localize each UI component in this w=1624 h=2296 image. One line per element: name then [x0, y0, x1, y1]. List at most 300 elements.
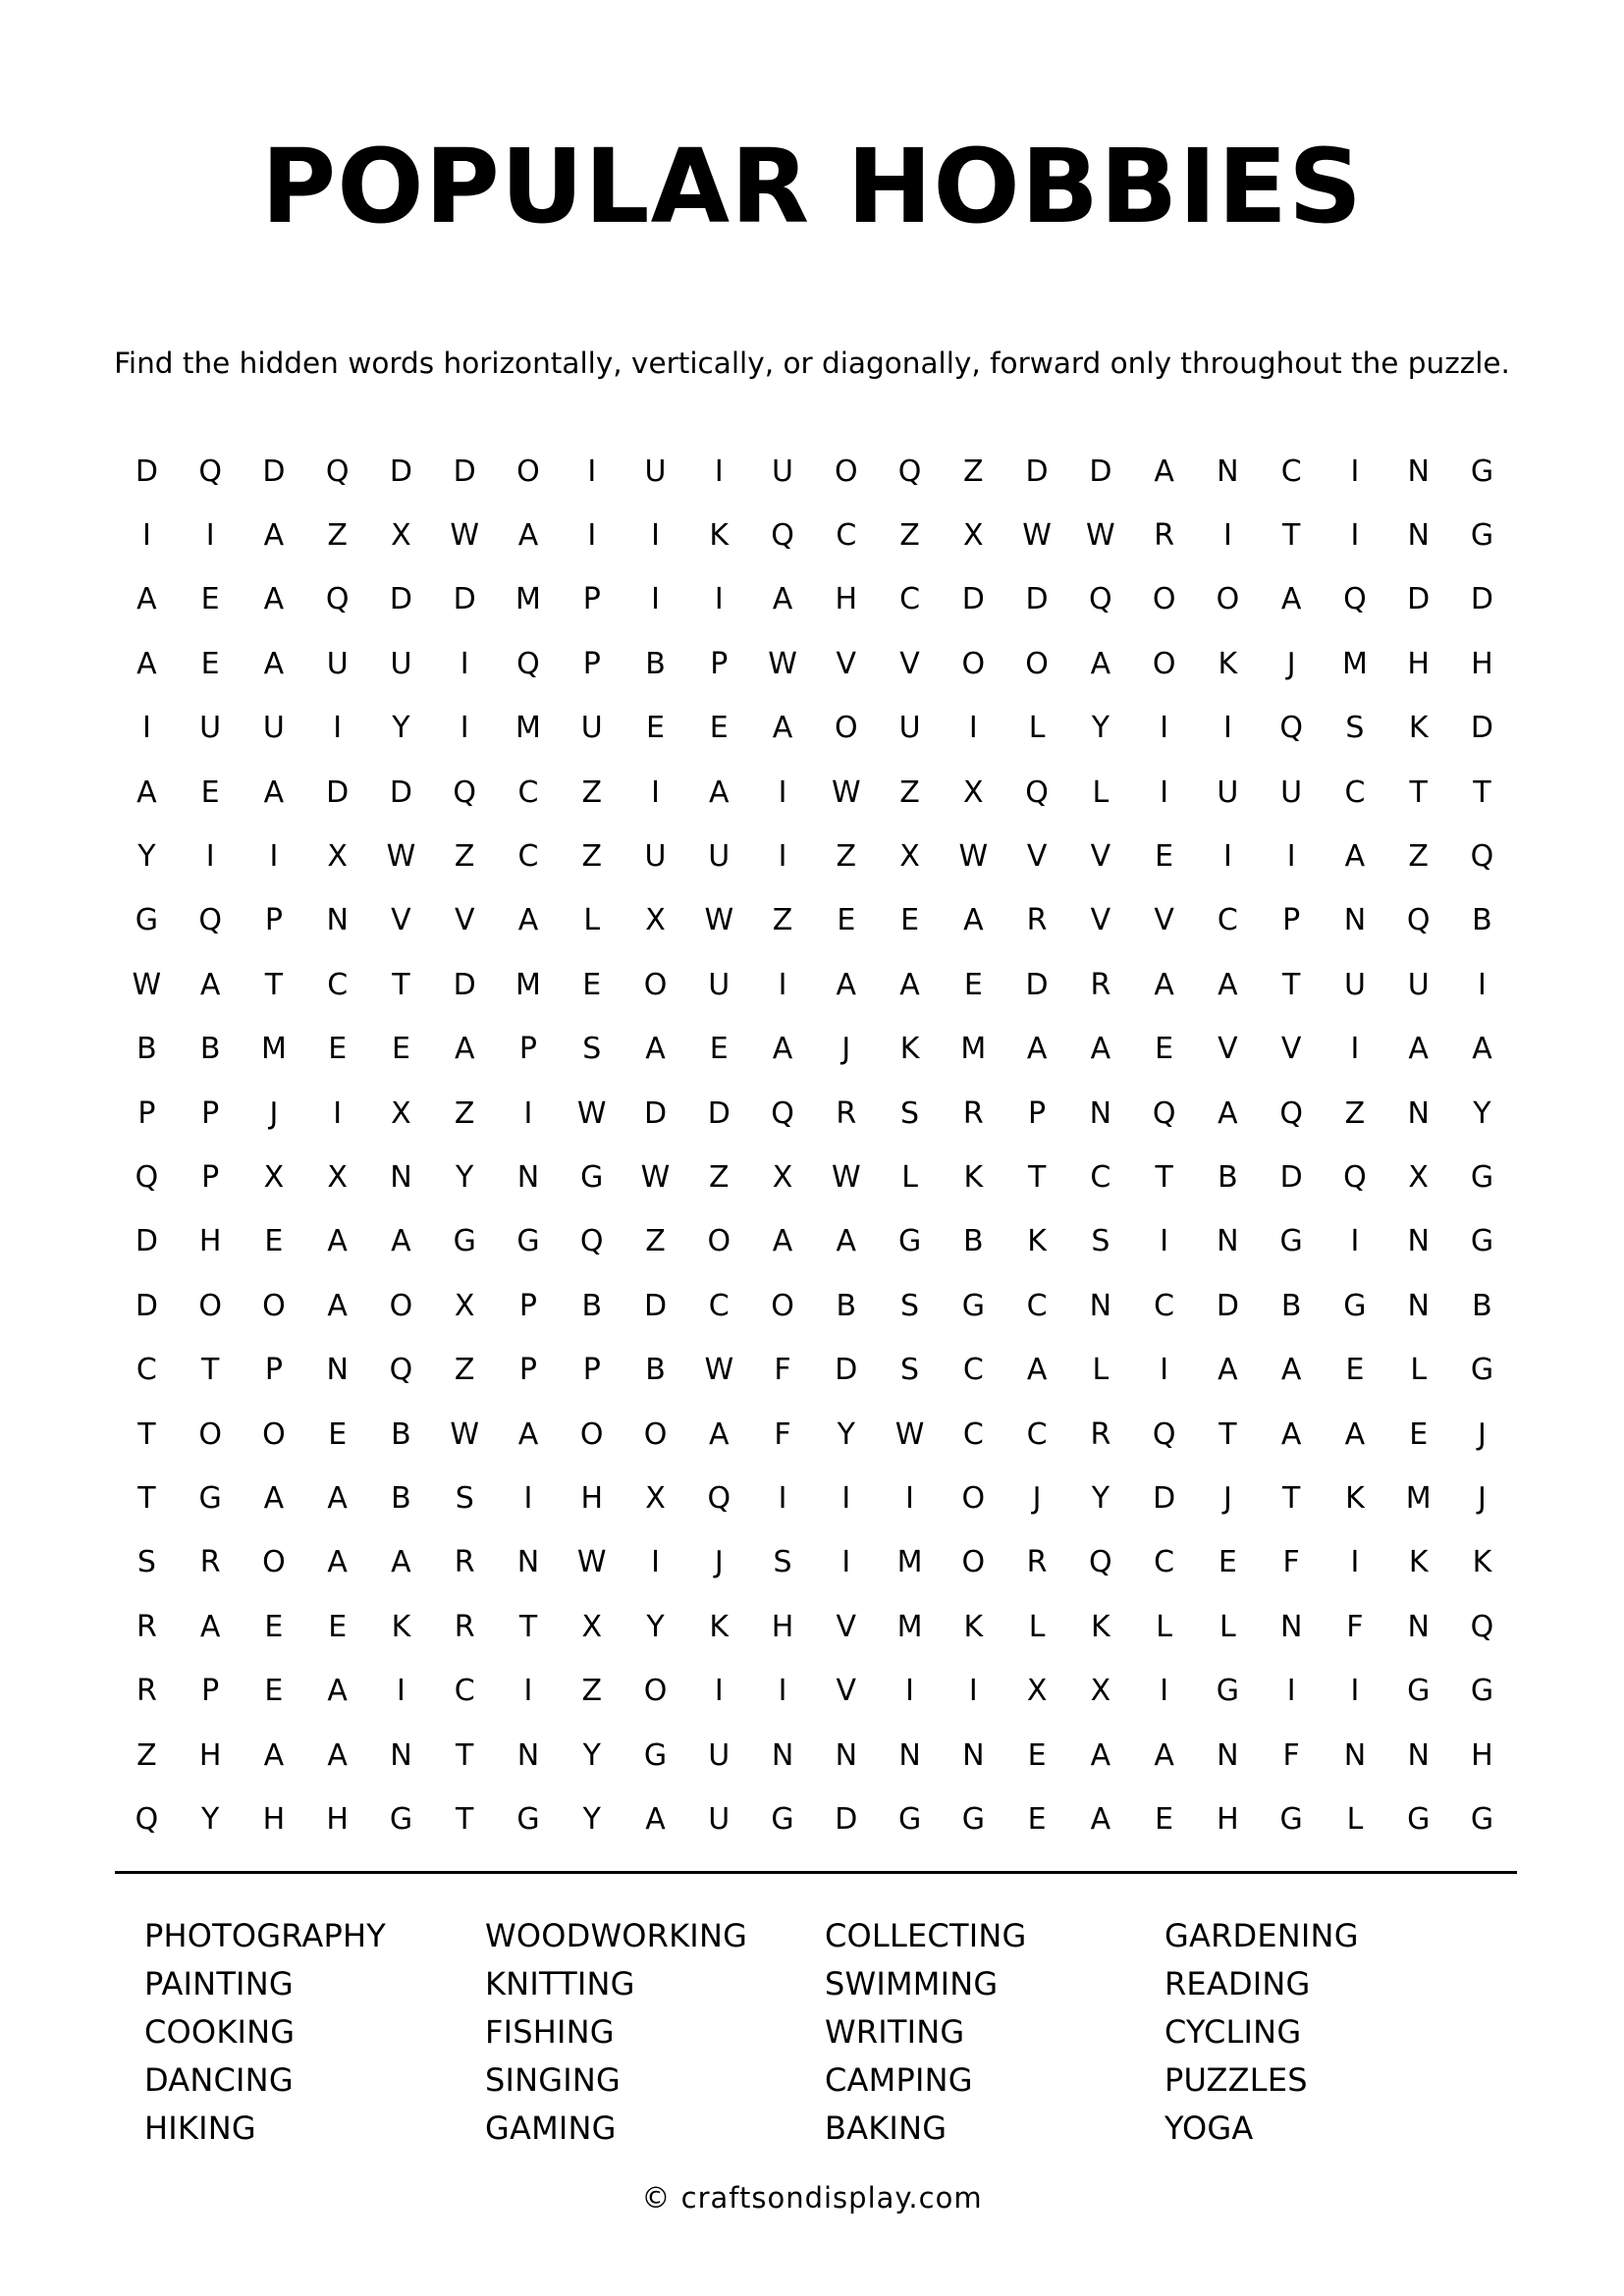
grid-letter[interactable]: A: [836, 967, 857, 1002]
grid-letter[interactable]: N: [835, 1737, 858, 1773]
grid-letter[interactable]: G: [1279, 1801, 1303, 1837]
grid-letter[interactable]: A: [454, 1032, 475, 1067]
grid-letter[interactable]: X: [454, 1288, 475, 1323]
grid-letter[interactable]: Z: [581, 774, 603, 810]
grid-letter[interactable]: K: [899, 1032, 920, 1067]
grid-letter[interactable]: R: [1154, 518, 1175, 554]
grid-letter[interactable]: A: [1026, 1032, 1048, 1067]
grid-letter[interactable]: U: [580, 711, 603, 746]
grid-letter[interactable]: Q: [897, 454, 922, 489]
grid-letter[interactable]: O: [834, 454, 858, 489]
grid-letter[interactable]: T: [1473, 774, 1491, 810]
grid-letter[interactable]: P: [582, 582, 601, 617]
grid-letter[interactable]: L: [1092, 1353, 1110, 1388]
grid-letter[interactable]: Y: [392, 711, 410, 746]
grid-letter[interactable]: D: [262, 454, 286, 489]
grid-letter[interactable]: J: [1032, 1480, 1042, 1516]
grid-letter[interactable]: K: [1091, 1609, 1110, 1644]
grid-letter[interactable]: D: [453, 582, 476, 617]
grid-letter[interactable]: R: [962, 1095, 984, 1131]
grid-letter[interactable]: J: [841, 1032, 851, 1067]
grid-letter[interactable]: Q: [1470, 1609, 1494, 1644]
grid-letter[interactable]: O: [579, 1416, 604, 1452]
grid-letter[interactable]: I: [1222, 839, 1232, 875]
grid-letter[interactable]: Q: [1152, 1095, 1176, 1131]
grid-letter[interactable]: I: [778, 774, 787, 810]
grid-letter[interactable]: A: [645, 1032, 666, 1067]
grid-letter[interactable]: G: [1470, 518, 1494, 554]
grid-letter[interactable]: D: [835, 1353, 858, 1388]
grid-letter[interactable]: H: [1471, 646, 1493, 681]
grid-letter[interactable]: U: [644, 454, 667, 489]
grid-letter[interactable]: D: [707, 1095, 731, 1131]
grid-letter[interactable]: A: [517, 1416, 539, 1452]
grid-letter[interactable]: N: [390, 1159, 412, 1195]
grid-letter[interactable]: I: [1222, 518, 1232, 554]
grid-letter[interactable]: O: [834, 711, 858, 746]
grid-letter[interactable]: K: [1027, 1224, 1047, 1259]
grid-letter[interactable]: D: [1407, 582, 1431, 617]
grid-letter[interactable]: S: [900, 1353, 920, 1388]
grid-letter[interactable]: Q: [135, 1801, 159, 1837]
grid-letter[interactable]: R: [1090, 967, 1111, 1002]
grid-letter[interactable]: R: [199, 1545, 221, 1580]
grid-letter[interactable]: A: [1218, 1095, 1238, 1131]
grid-letter[interactable]: N: [1217, 1737, 1239, 1773]
grid-letter[interactable]: E: [1155, 1801, 1174, 1837]
grid-letter[interactable]: T: [518, 1609, 538, 1644]
grid-letter[interactable]: W: [704, 1353, 734, 1388]
grid-letter[interactable]: A: [1090, 1032, 1111, 1067]
grid-letter[interactable]: C: [1280, 454, 1302, 489]
grid-letter[interactable]: W: [576, 1545, 607, 1580]
grid-letter[interactable]: R: [454, 1609, 475, 1644]
grid-letter[interactable]: U: [262, 711, 285, 746]
grid-letter[interactable]: N: [1407, 1095, 1430, 1131]
grid-letter[interactable]: G: [961, 1801, 985, 1837]
grid-letter[interactable]: M: [896, 1609, 923, 1644]
grid-letter[interactable]: Z: [836, 839, 857, 875]
grid-letter[interactable]: A: [263, 582, 285, 617]
grid-letter[interactable]: C: [1217, 903, 1238, 938]
grid-letter[interactable]: B: [391, 1480, 411, 1516]
grid-letter[interactable]: K: [1408, 1545, 1429, 1580]
grid-letter[interactable]: G: [135, 903, 158, 938]
grid-letter[interactable]: I: [1160, 1674, 1169, 1709]
grid-letter[interactable]: C: [708, 1288, 730, 1323]
grid-letter[interactable]: N: [1407, 1609, 1430, 1644]
grid-letter[interactable]: Y: [200, 1801, 220, 1837]
grid-letter[interactable]: C: [1344, 774, 1366, 810]
grid-letter[interactable]: E: [1027, 1737, 1047, 1773]
grid-letter[interactable]: P: [582, 1353, 601, 1388]
grid-letter[interactable]: I: [269, 839, 279, 875]
grid-letter[interactable]: N: [1217, 454, 1239, 489]
grid-letter[interactable]: Q: [771, 518, 794, 554]
grid-letter[interactable]: B: [645, 646, 666, 681]
grid-letter[interactable]: A: [199, 967, 221, 1002]
grid-letter[interactable]: X: [899, 839, 920, 875]
grid-letter[interactable]: I: [651, 774, 660, 810]
grid-letter[interactable]: N: [326, 1353, 349, 1388]
grid-letter[interactable]: L: [1028, 1609, 1046, 1644]
grid-letter[interactable]: D: [1153, 1480, 1176, 1516]
grid-letter[interactable]: C: [1154, 1545, 1175, 1580]
grid-letter[interactable]: O: [961, 1545, 986, 1580]
grid-letter[interactable]: A: [1154, 1737, 1174, 1773]
grid-letter[interactable]: Z: [454, 1095, 475, 1131]
grid-letter[interactable]: K: [709, 1609, 730, 1644]
grid-letter[interactable]: D: [135, 1224, 158, 1259]
grid-letter[interactable]: E: [1155, 839, 1174, 875]
grid-letter[interactable]: I: [523, 1480, 533, 1516]
grid-letter[interactable]: B: [963, 1224, 984, 1259]
grid-letter[interactable]: G: [1343, 1288, 1367, 1323]
grid-letter[interactable]: V: [836, 1674, 857, 1709]
grid-letter[interactable]: N: [898, 1737, 921, 1773]
grid-letter[interactable]: B: [199, 1032, 221, 1067]
grid-letter[interactable]: I: [460, 646, 469, 681]
grid-letter[interactable]: S: [582, 1032, 602, 1067]
grid-letter[interactable]: J: [1478, 1480, 1487, 1516]
grid-letter[interactable]: Q: [579, 1224, 604, 1259]
grid-letter[interactable]: A: [772, 582, 793, 617]
grid-letter[interactable]: W: [576, 1095, 607, 1131]
grid-letter[interactable]: Q: [771, 1095, 794, 1131]
grid-letter[interactable]: C: [454, 1674, 475, 1709]
grid-letter[interactable]: O: [771, 1288, 794, 1323]
grid-letter[interactable]: I: [205, 839, 215, 875]
grid-letter[interactable]: F: [774, 1353, 791, 1388]
grid-letter[interactable]: H: [1407, 646, 1430, 681]
grid-letter[interactable]: A: [1090, 646, 1111, 681]
grid-letter[interactable]: L: [1410, 1353, 1428, 1388]
grid-letter[interactable]: I: [1350, 1545, 1360, 1580]
grid-letter[interactable]: S: [1091, 1224, 1110, 1259]
grid-letter[interactable]: H: [326, 1801, 349, 1837]
grid-letter[interactable]: C: [517, 774, 539, 810]
grid-letter[interactable]: V: [1090, 903, 1111, 938]
grid-letter[interactable]: A: [1218, 1353, 1238, 1388]
grid-letter[interactable]: G: [961, 1288, 985, 1323]
grid-letter[interactable]: Q: [1089, 582, 1112, 617]
grid-letter[interactable]: Z: [454, 1353, 475, 1388]
grid-letter[interactable]: U: [708, 839, 731, 875]
grid-letter[interactable]: V: [391, 903, 411, 938]
grid-letter[interactable]: E: [264, 1609, 284, 1644]
grid-letter[interactable]: A: [709, 1416, 730, 1452]
grid-letter[interactable]: M: [260, 1032, 287, 1067]
grid-letter[interactable]: A: [391, 1224, 411, 1259]
grid-letter[interactable]: T: [1409, 774, 1428, 810]
grid-letter[interactable]: R: [135, 1609, 157, 1644]
grid-letter[interactable]: W: [704, 903, 734, 938]
grid-letter[interactable]: C: [1154, 1288, 1175, 1323]
grid-letter[interactable]: V: [1218, 1032, 1238, 1067]
grid-letter[interactable]: G: [643, 1737, 668, 1773]
grid-letter[interactable]: V: [1154, 903, 1174, 938]
grid-letter[interactable]: F: [1282, 1545, 1300, 1580]
grid-letter[interactable]: Q: [1089, 1545, 1112, 1580]
grid-letter[interactable]: B: [836, 1288, 857, 1323]
grid-letter[interactable]: E: [709, 711, 729, 746]
grid-letter[interactable]: Y: [646, 1609, 665, 1644]
grid-letter[interactable]: I: [714, 454, 724, 489]
grid-letter[interactable]: D: [135, 454, 158, 489]
grid-letter[interactable]: O: [198, 1416, 222, 1452]
grid-letter[interactable]: E: [963, 967, 983, 1002]
grid-letter[interactable]: A: [772, 1224, 793, 1259]
grid-letter[interactable]: E: [1218, 1545, 1237, 1580]
grid-letter[interactable]: I: [778, 1480, 787, 1516]
grid-letter[interactable]: G: [1470, 1801, 1494, 1837]
grid-letter[interactable]: D: [1279, 1159, 1303, 1195]
grid-letter[interactable]: D: [389, 454, 412, 489]
grid-letter[interactable]: U: [898, 711, 921, 746]
grid-letter[interactable]: K: [1218, 646, 1238, 681]
grid-letter[interactable]: Q: [453, 774, 477, 810]
grid-letter[interactable]: I: [968, 1674, 978, 1709]
grid-letter[interactable]: O: [262, 1416, 286, 1452]
grid-letter[interactable]: W: [132, 967, 162, 1002]
grid-letter[interactable]: O: [1152, 646, 1176, 681]
grid-letter[interactable]: X: [645, 1480, 666, 1516]
grid-letter[interactable]: A: [1408, 1032, 1429, 1067]
grid-letter[interactable]: U: [1407, 967, 1430, 1002]
grid-letter[interactable]: T: [1155, 1159, 1173, 1195]
grid-letter[interactable]: Q: [135, 1159, 159, 1195]
grid-letter[interactable]: H: [835, 582, 858, 617]
grid-letter[interactable]: C: [327, 967, 349, 1002]
grid-letter[interactable]: N: [1407, 454, 1430, 489]
grid-letter[interactable]: I: [778, 1674, 787, 1709]
grid-letter[interactable]: Q: [1343, 1159, 1367, 1195]
grid-letter[interactable]: K: [391, 1609, 411, 1644]
grid-letter[interactable]: I: [523, 1095, 533, 1131]
grid-letter[interactable]: G: [516, 1224, 540, 1259]
grid-letter[interactable]: J: [1478, 1416, 1487, 1452]
grid-letter[interactable]: B: [645, 1353, 666, 1388]
grid-letter[interactable]: O: [262, 1545, 286, 1580]
grid-letter[interactable]: D: [1089, 454, 1112, 489]
grid-letter[interactable]: O: [643, 1674, 668, 1709]
grid-letter[interactable]: O: [1152, 582, 1176, 617]
grid-letter[interactable]: I: [651, 518, 660, 554]
grid-letter[interactable]: N: [1407, 1224, 1430, 1259]
grid-letter[interactable]: I: [460, 711, 469, 746]
grid-letter[interactable]: N: [516, 1737, 540, 1773]
grid-letter[interactable]: C: [836, 518, 857, 554]
grid-letter[interactable]: C: [1026, 1288, 1048, 1323]
grid-letter[interactable]: R: [836, 1095, 857, 1131]
grid-letter[interactable]: O: [707, 1224, 731, 1259]
grid-letter[interactable]: K: [1408, 711, 1429, 746]
grid-letter[interactable]: W: [958, 839, 989, 875]
grid-letter[interactable]: N: [962, 1737, 985, 1773]
grid-letter[interactable]: Q: [389, 1353, 413, 1388]
grid-letter[interactable]: M: [1405, 1480, 1432, 1516]
grid-letter[interactable]: Q: [1343, 582, 1367, 617]
grid-letter[interactable]: Y: [837, 1416, 855, 1452]
grid-letter[interactable]: E: [200, 582, 220, 617]
grid-letter[interactable]: L: [583, 903, 601, 938]
grid-letter[interactable]: U: [1217, 774, 1239, 810]
grid-letter[interactable]: Q: [707, 1480, 731, 1516]
grid-letter[interactable]: Y: [1091, 1480, 1110, 1516]
grid-letter[interactable]: R: [1090, 1416, 1111, 1452]
grid-letter[interactable]: G: [516, 1801, 540, 1837]
grid-letter[interactable]: D: [1025, 582, 1049, 617]
grid-letter[interactable]: A: [1090, 1737, 1111, 1773]
grid-letter[interactable]: A: [1026, 1353, 1048, 1388]
grid-letter[interactable]: A: [772, 1032, 793, 1067]
grid-letter[interactable]: A: [645, 1801, 666, 1837]
grid-letter[interactable]: X: [263, 1159, 285, 1195]
grid-letter[interactable]: A: [263, 518, 285, 554]
grid-letter[interactable]: O: [389, 1288, 413, 1323]
grid-letter[interactable]: W: [640, 1159, 671, 1195]
grid-letter[interactable]: D: [1470, 582, 1494, 617]
grid-letter[interactable]: I: [1350, 454, 1360, 489]
grid-letter[interactable]: O: [1025, 646, 1049, 681]
grid-letter[interactable]: O: [961, 646, 986, 681]
grid-letter[interactable]: G: [1470, 1353, 1494, 1388]
grid-letter[interactable]: I: [141, 518, 151, 554]
grid-letter[interactable]: C: [962, 1416, 984, 1452]
grid-letter[interactable]: E: [1345, 1353, 1365, 1388]
grid-letter[interactable]: I: [1222, 711, 1232, 746]
grid-letter[interactable]: H: [1471, 1737, 1493, 1773]
grid-letter[interactable]: E: [582, 967, 602, 1002]
grid-letter[interactable]: H: [198, 1224, 222, 1259]
grid-letter[interactable]: P: [137, 1095, 156, 1131]
grid-letter[interactable]: I: [1160, 711, 1169, 746]
grid-letter[interactable]: Y: [456, 1159, 474, 1195]
grid-letter[interactable]: X: [391, 518, 411, 554]
grid-letter[interactable]: I: [778, 839, 787, 875]
grid-letter[interactable]: G: [580, 1159, 604, 1195]
grid-letter[interactable]: G: [1470, 1674, 1494, 1709]
grid-letter[interactable]: G: [1216, 1674, 1240, 1709]
grid-letter[interactable]: R: [135, 1674, 157, 1709]
grid-letter[interactable]: W: [831, 774, 861, 810]
grid-letter[interactable]: X: [645, 903, 666, 938]
grid-letter[interactable]: D: [1025, 454, 1049, 489]
grid-letter[interactable]: Q: [516, 646, 540, 681]
grid-letter[interactable]: R: [454, 1545, 475, 1580]
grid-letter[interactable]: N: [1343, 903, 1367, 938]
grid-letter[interactable]: E: [709, 1032, 729, 1067]
grid-letter[interactable]: I: [1286, 1674, 1296, 1709]
grid-letter[interactable]: B: [581, 1288, 603, 1323]
grid-letter[interactable]: X: [1090, 1674, 1111, 1709]
grid-letter[interactable]: O: [198, 1288, 222, 1323]
grid-letter[interactable]: W: [386, 839, 416, 875]
grid-letter[interactable]: I: [397, 1674, 406, 1709]
grid-letter[interactable]: A: [1154, 454, 1174, 489]
grid-letter[interactable]: Q: [1279, 1095, 1303, 1131]
grid-letter[interactable]: Q: [1279, 711, 1303, 746]
grid-letter[interactable]: G: [897, 1801, 922, 1837]
grid-letter[interactable]: C: [962, 1353, 984, 1388]
grid-letter[interactable]: Z: [1344, 1095, 1366, 1131]
grid-letter[interactable]: N: [516, 1159, 540, 1195]
grid-letter[interactable]: F: [1346, 1609, 1364, 1644]
grid-letter[interactable]: T: [1282, 1480, 1301, 1516]
grid-letter[interactable]: U: [1343, 967, 1366, 1002]
grid-letter[interactable]: P: [518, 1288, 538, 1323]
grid-letter[interactable]: C: [1026, 1416, 1048, 1452]
grid-letter[interactable]: P: [582, 646, 601, 681]
grid-letter[interactable]: G: [389, 1801, 413, 1837]
grid-letter[interactable]: B: [1218, 1159, 1238, 1195]
grid-letter[interactable]: Y: [1091, 711, 1110, 746]
grid-letter[interactable]: Z: [899, 774, 920, 810]
grid-letter[interactable]: W: [1022, 518, 1052, 554]
grid-letter[interactable]: H: [1217, 1801, 1239, 1837]
grid-letter[interactable]: N: [1343, 1737, 1367, 1773]
grid-letter[interactable]: Z: [327, 518, 348, 554]
grid-letter[interactable]: N: [1407, 1288, 1430, 1323]
grid-letter[interactable]: Z: [136, 1737, 157, 1773]
grid-letter[interactable]: P: [201, 1095, 220, 1131]
grid-letter[interactable]: K: [709, 518, 730, 554]
grid-letter[interactable]: A: [1280, 1416, 1302, 1452]
grid-letter[interactable]: O: [1216, 582, 1240, 617]
grid-letter[interactable]: W: [450, 1416, 480, 1452]
grid-letter[interactable]: X: [963, 774, 984, 810]
grid-letter[interactable]: T: [1027, 1159, 1047, 1195]
grid-letter[interactable]: C: [517, 839, 539, 875]
grid-letter[interactable]: G: [897, 1224, 922, 1259]
grid-letter[interactable]: B: [1472, 903, 1492, 938]
grid-letter[interactable]: S: [455, 1480, 474, 1516]
grid-letter[interactable]: P: [710, 646, 729, 681]
grid-letter[interactable]: M: [960, 1032, 987, 1067]
grid-letter[interactable]: D: [389, 774, 412, 810]
grid-letter[interactable]: I: [1350, 1224, 1360, 1259]
grid-letter[interactable]: I: [1286, 839, 1296, 875]
grid-letter[interactable]: G: [1279, 1224, 1303, 1259]
grid-letter[interactable]: R: [1026, 903, 1048, 938]
grid-letter[interactable]: Z: [1408, 839, 1429, 875]
grid-letter[interactable]: A: [327, 1737, 348, 1773]
grid-letter[interactable]: S: [1345, 711, 1365, 746]
grid-letter[interactable]: I: [905, 1674, 914, 1709]
grid-letter[interactable]: V: [454, 903, 475, 938]
grid-letter[interactable]: N: [771, 1737, 794, 1773]
grid-letter[interactable]: K: [1472, 1545, 1492, 1580]
grid-letter[interactable]: B: [391, 1416, 411, 1452]
grid-letter[interactable]: P: [264, 903, 283, 938]
grid-letter[interactable]: T: [137, 1480, 156, 1516]
grid-letter[interactable]: X: [391, 1095, 411, 1131]
grid-letter[interactable]: U: [326, 646, 349, 681]
grid-letter[interactable]: Y: [582, 1737, 601, 1773]
grid-letter[interactable]: I: [333, 711, 343, 746]
grid-letter[interactable]: I: [1160, 1353, 1169, 1388]
grid-letter[interactable]: H: [262, 1801, 286, 1837]
grid-letter[interactable]: X: [1026, 1674, 1048, 1709]
grid-letter[interactable]: W: [450, 518, 480, 554]
grid-letter[interactable]: V: [1026, 839, 1048, 875]
grid-letter[interactable]: V: [1280, 1032, 1302, 1067]
grid-letter[interactable]: E: [200, 774, 220, 810]
grid-letter[interactable]: V: [836, 646, 857, 681]
grid-letter[interactable]: A: [136, 646, 157, 681]
grid-letter[interactable]: J: [1222, 1480, 1232, 1516]
grid-letter[interactable]: A: [327, 1480, 348, 1516]
